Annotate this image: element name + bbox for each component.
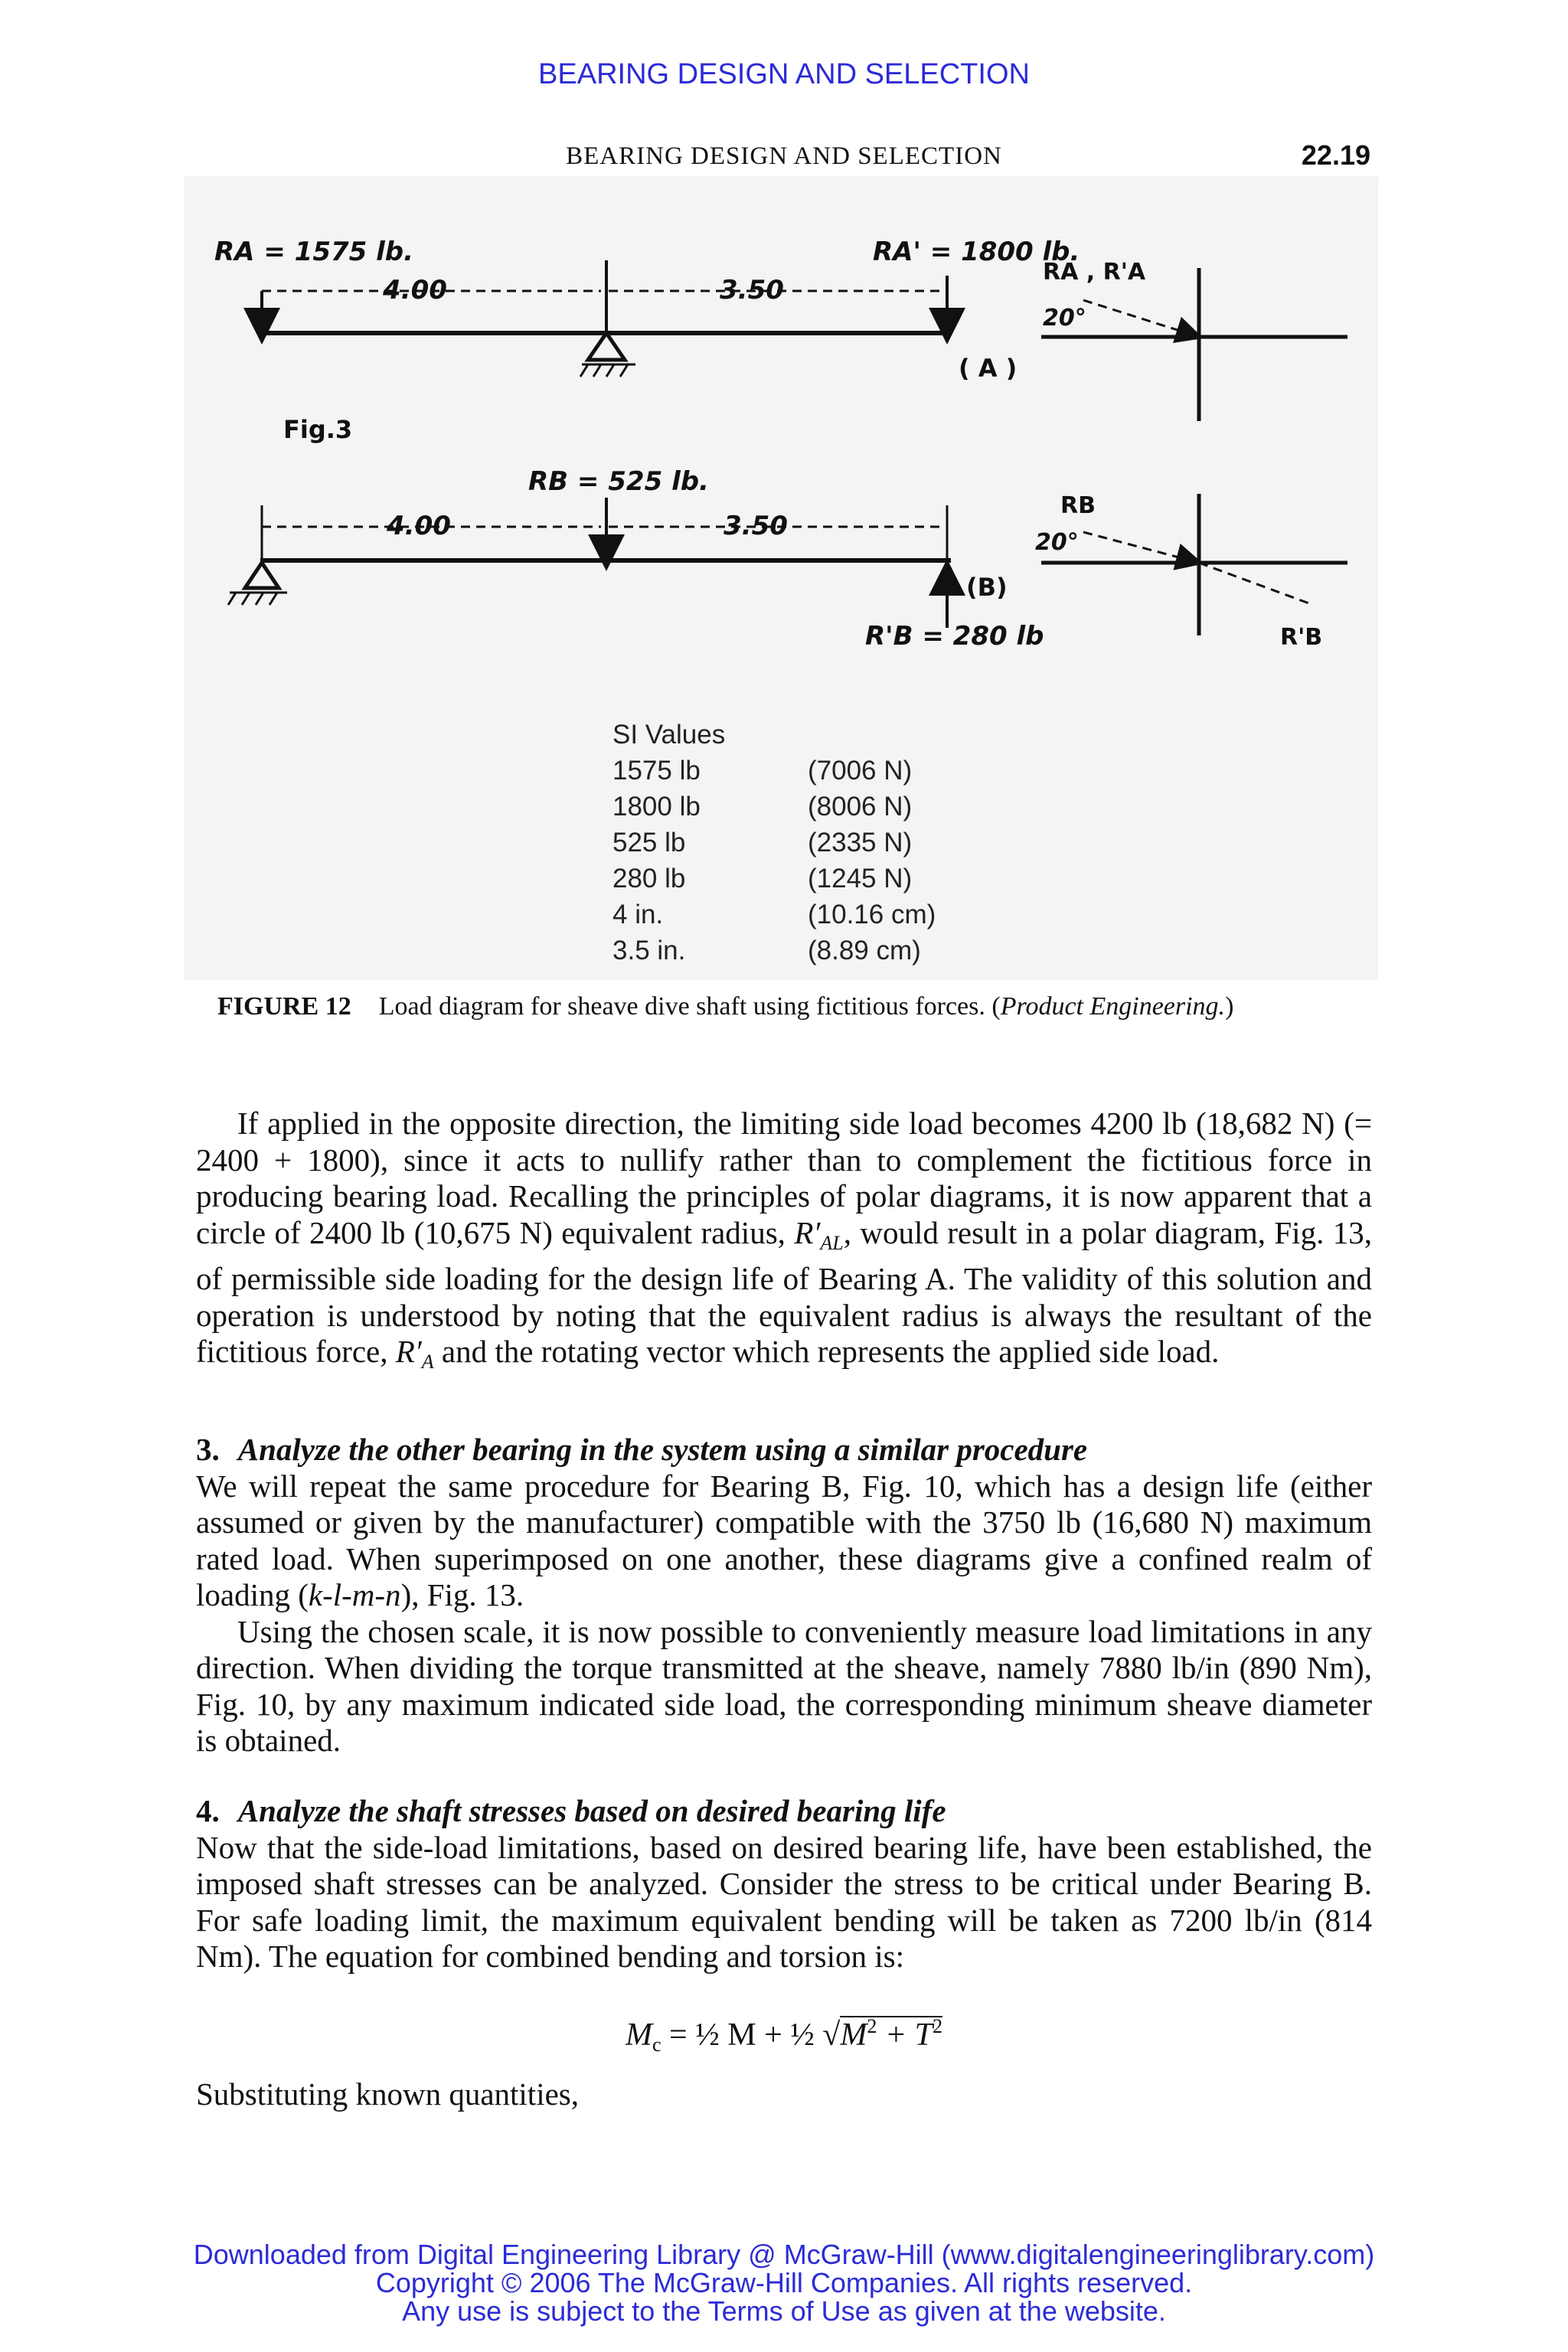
si-cell: 1575 lb bbox=[612, 756, 701, 786]
paragraph-1-text-a: If applied in the opposite direction, the limiting side load becomes 4200 lb (18,682 N) (= 2400 + 1800), since it acts to nullify rather than to complement the fictitious force in producing bearing load. Recalling the principles of polar diagrams, it is now apparent that a circle of 2400 lb (10,675 N) equivalent radius, bbox=[196, 1106, 1372, 1250]
si-cell: (7006 N) bbox=[808, 756, 913, 786]
figure-caption-text: Load diagram for sheave dive shaft using fictitious forces. ( bbox=[378, 992, 1001, 1021]
rb-prime-label: R'B = 280 lb bbox=[865, 621, 1044, 652]
footer-line-1[interactable]: Downloaded from Digital Engineering Library @ McGraw-Hill (www.digitalengineeringlibrary.com) bbox=[193, 2239, 1375, 2270]
dim-b-right: 3.50 bbox=[724, 511, 788, 541]
polar-b-rb-label: RB bbox=[1060, 492, 1096, 519]
polar-b-rb-prime-vector bbox=[1199, 563, 1313, 605]
si-cell: (8.89 cm) bbox=[808, 936, 921, 965]
case-b-label: (B) bbox=[966, 573, 1008, 602]
polar-b-angle: 20° bbox=[1035, 529, 1079, 556]
si-cell: 3.5 in. bbox=[612, 936, 686, 965]
si-cell: (10.16 cm) bbox=[808, 900, 936, 929]
table-row bbox=[612, 936, 936, 972]
footer-line-3: Any use is subject to the Terms of Use as given at the website. bbox=[402, 2295, 1166, 2327]
section-3-paragraph-1: We will repeat the same procedure for Bearing B, Fig. 10, which has a design life (either assumed or given by the manufacturer) compatible with the 3750 lb (16,680 N) maximum rated load. When superimposed on one another, these diagrams give a confined realm of loading (k-l-m-n), Fig. 13. bbox=[196, 1468, 1372, 1612]
symbol-r-prime-al: $R'_{AL}$ bbox=[794, 1214, 844, 1254]
pivot-support-b bbox=[245, 563, 279, 588]
ra-prime-label: RA' = 1800 lb. bbox=[873, 237, 1080, 267]
polar-b-rb-vector bbox=[1083, 532, 1199, 563]
figure-caption-close: ) bbox=[1225, 992, 1234, 1021]
dim-a-left: 4.00 bbox=[383, 275, 447, 305]
si-cell: (8006 N) bbox=[808, 792, 913, 822]
pivot-support-a bbox=[588, 333, 625, 360]
section-4 bbox=[196, 1793, 1372, 1975]
si-values-table bbox=[612, 720, 936, 972]
fig-label: Fig.3 bbox=[283, 415, 353, 444]
figure-caption-source: Product Engineering. bbox=[1000, 992, 1226, 1021]
symbol-r-prime-a: $R'_A$ bbox=[395, 1334, 434, 1373]
rb-label: RB = 525 lb. bbox=[528, 466, 709, 497]
section-4-title: Analyze the shaft stresses based on desired bearing life bbox=[237, 1793, 946, 1828]
footer-line-2: Copyright © 2006 The McGraw-Hill Companies. All rights reserved. bbox=[375, 2267, 1193, 2298]
ground-hatch-b bbox=[228, 593, 287, 605]
footer[interactable] bbox=[0, 2240, 1568, 2325]
substituting-line: Substituting known quantities, bbox=[196, 2076, 579, 2112]
polar-a-label: RA , R'A bbox=[1043, 259, 1146, 286]
table-row bbox=[612, 756, 936, 792]
figure-caption-label: FIGURE 12 bbox=[217, 992, 351, 1021]
ra-label: RA = 1575 lb. bbox=[214, 237, 414, 267]
si-cell: 525 lb bbox=[612, 828, 686, 858]
load-diagram bbox=[184, 176, 1378, 712]
top-banner[interactable]: BEARING DESIGN AND SELECTION bbox=[538, 58, 1030, 90]
table-row bbox=[612, 792, 936, 828]
section-3-heading bbox=[196, 1432, 1372, 1468]
polar-a-vector bbox=[1083, 300, 1199, 337]
polar-a-angle: 20° bbox=[1043, 305, 1086, 332]
si-cell: (1245 N) bbox=[808, 864, 913, 893]
table-row bbox=[612, 828, 936, 864]
ground-hatch-a bbox=[580, 364, 635, 377]
section-4-number: 4. bbox=[196, 1793, 220, 1828]
si-values-title: SI Values bbox=[612, 720, 726, 750]
section-4-paragraph-1: Now that the side-load limitations, based on desired bearing life, have been established, the imposed shaft stresses can be analyzed. Consider the stress to be critical under Bearing B. For safe loading limit, the maximum equivalent bending will be taken as 7200 lb/in (814 Nm). The equation for combined bending and torsion is: bbox=[196, 1829, 1372, 1974]
paragraph-1 bbox=[196, 1106, 1372, 1380]
section-3-paragraph-2: Using the chosen scale, it is now possible to conveniently measure load limitations in any direction. When dividing the torque transmitted at the sheave, namely 7880 lb/in (890 Nm), Fig. 10, by any maximum indicated side load, the corresponding minimum sheave diameter is obtained. bbox=[196, 1613, 1372, 1758]
si-cell: (2335 N) bbox=[808, 828, 913, 858]
running-head: BEARING DESIGN AND SELECTION bbox=[566, 142, 1002, 170]
dim-b-left: 4.00 bbox=[387, 511, 451, 541]
figure-caption bbox=[217, 992, 1233, 1021]
paragraph-1-text-b: , would result in a polar diagram, Fig. 13, of permissible side loading for the design life of Bearing A. The validity of this solution and operation is understood by noting that the equivalent radius is always the resultant of the fictitious force, bbox=[196, 1214, 1372, 1369]
section-3-title: Analyze the other bearing in the system using a similar procedure bbox=[237, 1432, 1088, 1467]
section-4-heading bbox=[196, 1793, 1372, 1830]
polar-b-rb-prime-label: R'B bbox=[1280, 624, 1323, 651]
case-a-label: ( A ) bbox=[959, 354, 1018, 383]
table-row bbox=[612, 864, 936, 900]
paragraph-1-text-c: and the rotating vector which represents the applied side load. bbox=[433, 1334, 1220, 1369]
table-row bbox=[612, 900, 936, 936]
section-3-number: 3. bbox=[196, 1432, 220, 1467]
si-cell: 280 lb bbox=[612, 864, 686, 893]
si-cell: 1800 lb bbox=[612, 792, 701, 822]
si-cell: 4 in. bbox=[612, 900, 664, 929]
section-3 bbox=[196, 1432, 1372, 1759]
page-number: 22.19 bbox=[1301, 139, 1370, 171]
combined-bending-equation: $M_c$ = ½ M + ½ $√M^2 + T^2$ bbox=[625, 2015, 943, 2056]
dim-a-right: 3.50 bbox=[720, 275, 784, 305]
